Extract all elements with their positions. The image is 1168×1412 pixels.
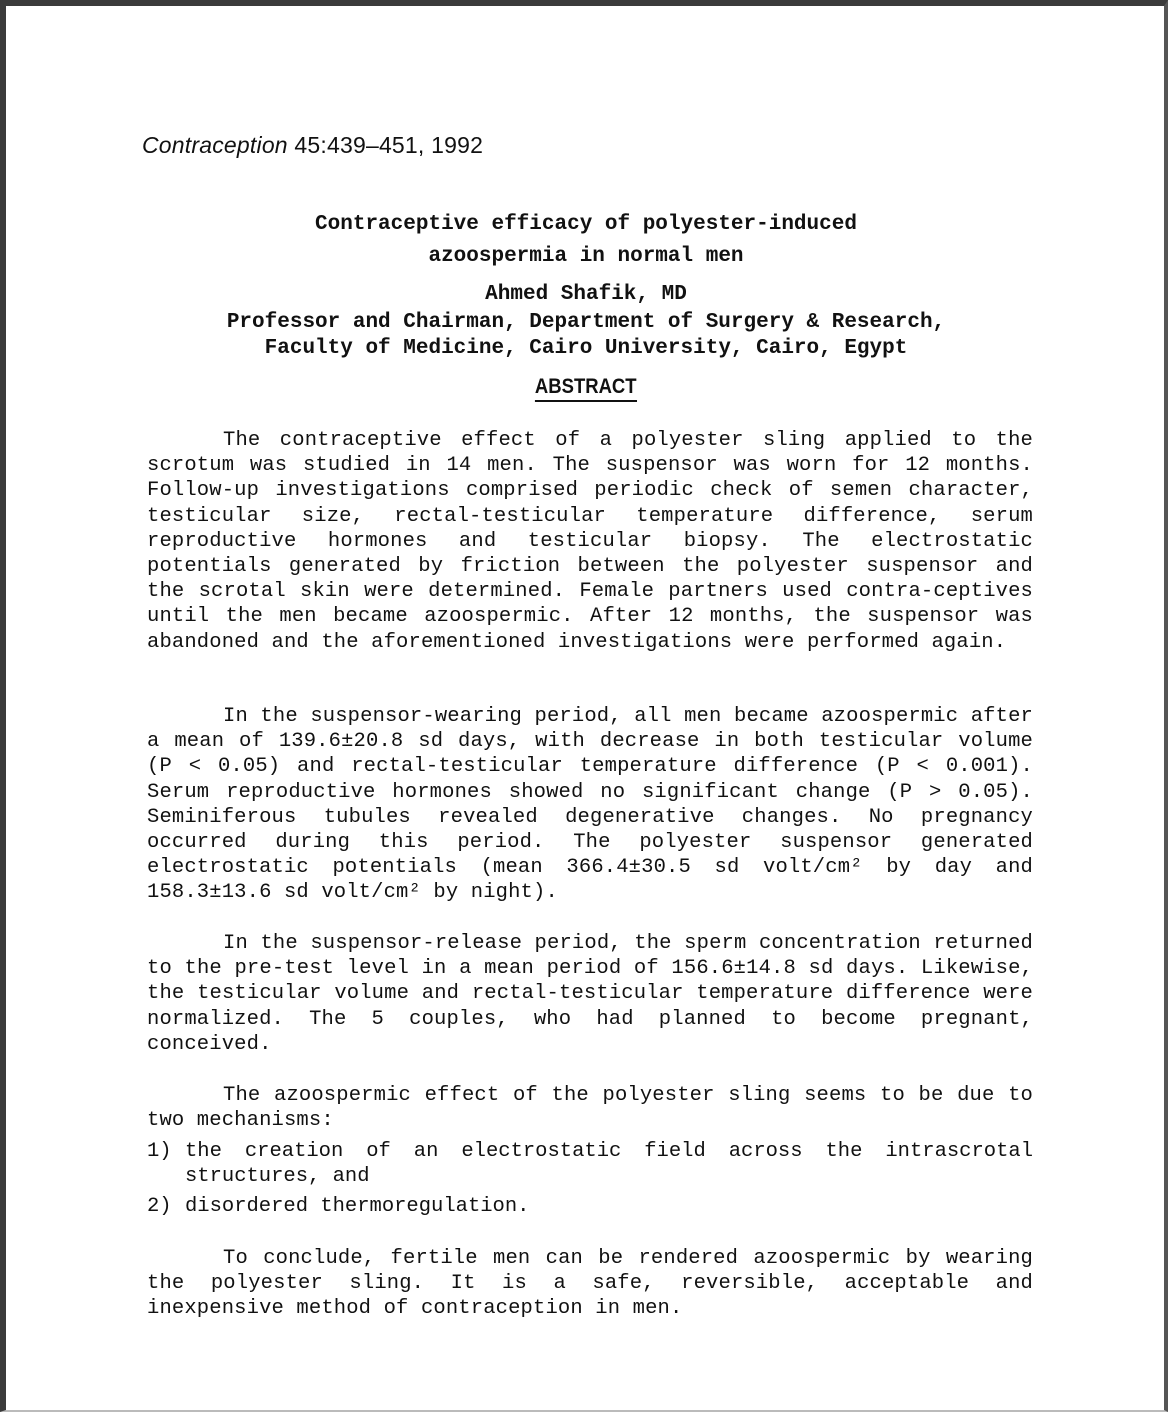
journal-name: Contraception [142, 132, 288, 158]
list-number: 1) [147, 1140, 172, 1163]
paragraph-text: The azoospermic effect of the polyester sling seems to be due to two mechanisms: [147, 1084, 1033, 1133]
author-name: Ahmed Shafik, MD [485, 283, 687, 306]
title-line-2: azoospermia in normal men [428, 245, 744, 268]
paragraph-text: In the suspensor-release period, the sperm concentration returned to the pre-test level in a mean period of 156.6±14.8 sd days. Likewise, the testicular volume and rectal-testicular temperature difference were normalized. The 5 couples, who had planned to become pregnant, conceived. [147, 932, 1033, 1056]
journal-citation [142, 132, 483, 159]
abstract-paragraph-5 [147, 1246, 1033, 1322]
paper-title [6, 209, 1166, 273]
list-number: 2) [147, 1195, 172, 1218]
abstract-heading-text: ABSTRACT [535, 375, 637, 402]
abstract-paragraph-3 [147, 931, 1033, 1057]
paragraph-text: In the suspensor-wearing period, all men became azoospermic after a mean of 139.6±20.8 sd days, with decrease in both testicular volume (P < 0.05) and rectal-testicular temperature difference (P < 0.001). Serum reproductive hormones showed no significant change (P > 0.05). Seminiferous tubules revealed degenerative changes. No pregnancy occurred during this period. The polyester suspensor generated electrostatic potentials (mean 366.4±30.5 sd volt/cm² by day and 158.3±13.6 sd volt/cm² by night). [147, 705, 1033, 905]
paragraph-text: The contraceptive effect of a polyester sling applied to the scrotum was studied in 14 men. The suspensor was worn for 12 months. Follow-up investigations comprised periodic check of semen character, testicular size, rectal-testicular temperature difference, serum reproductive hormones and testicular biopsy. The electrostatic potentials generated by friction between the polyester suspensor and the scrotal skin were determined. Female partners used contra-ceptives until the men became azoospermic. After 12 months, the suspensor was abandoned and the aforementioned investigations were performed again. [147, 429, 1033, 654]
list-text: the creation of an electrostatic field across the intrascrotal structures, and [185, 1140, 1033, 1189]
affiliation-line-1: Professor and Chairman, Department of Surgery & Research, [226, 311, 946, 334]
affiliation-line-2: Faculty of Medicine, Cairo University, Cairo, Egypt [264, 337, 908, 360]
journal-volume-pages-year: 45:439–451, 1992 [294, 132, 484, 158]
author-block [6, 280, 1166, 362]
abstract-paragraph-1 [147, 428, 1033, 655]
abstract-paragraph-2 [147, 704, 1033, 906]
title-line-1: Contraceptive efficacy of polyester-induced [315, 213, 857, 236]
mechanism-list-item-1 [147, 1139, 1033, 1189]
list-text: disordered thermoregulation. [185, 1195, 530, 1218]
abstract-paragraph-4 [147, 1083, 1033, 1133]
abstract-heading [6, 375, 1166, 402]
paragraph-text: To conclude, fertile men can be rendered azoospermic by wearing the polyester sling. It is a safe, reversible, acceptable and inexpensive method of contraception in men. [147, 1247, 1033, 1321]
mechanism-list-item-2 [147, 1194, 1033, 1219]
